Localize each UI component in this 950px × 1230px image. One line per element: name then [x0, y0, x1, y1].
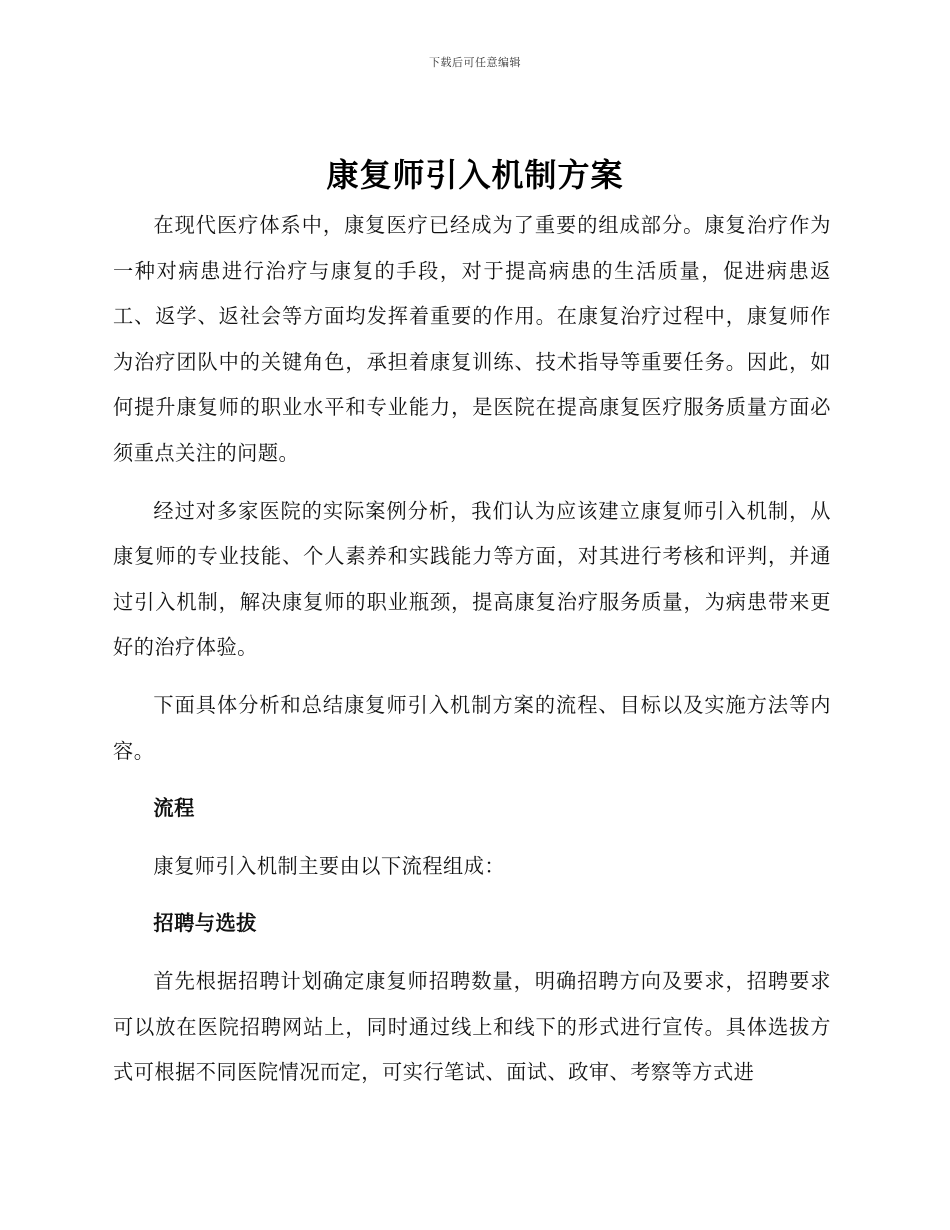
paragraph-spacer — [113, 832, 831, 844]
header-note: 下载后可任意编辑 — [429, 56, 521, 69]
paragraph-spacer — [113, 889, 831, 901]
paragraph-overview: 下面具体分析和总结康复师引入机制方案的流程、目标以及实施方法等内容。 — [113, 692, 831, 763]
section-heading-recruitment: 招聘与选拔 — [153, 911, 257, 936]
document-title: 康复师引入机制方案 — [326, 156, 624, 194]
paragraph-spacer — [113, 947, 831, 959]
paragraph-spacer — [113, 671, 831, 683]
section-heading-process: 流程 — [153, 796, 195, 821]
paragraph-spacer — [113, 774, 831, 786]
paragraph-recruitment: 首先根据招聘计划确定康复师招聘数量，明确招聘方向及要求，招聘要求可以放在医院招聘网站上，同时通过线上和线下的形式进行宣传。具体选拔方式可根据不同医院情况而定，可实行笔试、面试、政审、考察等方式进 — [113, 968, 831, 1085]
paragraph-analysis: 经过对多家医院的实际案例分析，我们认为应该建立康复师引入机制，从康复师的专业技能、个人素养和实践能力等方面，对其进行考核和评判，并通过引入机制，解决康复师的职业瓶颈，提高康复治疗服务质量，为病患带来更好的治疗体验。 — [113, 498, 831, 660]
paragraph-intro: 在现代医疗体系中，康复医疗已经成为了重要的组成部分。康复治疗作为一种对病患进行治疗与康复的手段，对于提高病患的生活质量，促进病患返工、返学、返社会等方面均发挥着重要的作用。在康复治疗过程中，康复师作为治疗团队中的关键角色，承担着康复训练、技术指导等重要任务。因此，如何提升康复师的职业水平和专业能力，是医院在提高康复医疗服务质量方面必须重点关注的问题。 — [113, 213, 831, 465]
document-body — [113, 203, 831, 1096]
paragraph-spacer — [113, 477, 831, 489]
paragraph-process-intro: 康复师引入机制主要由以下流程组成： — [153, 853, 506, 878]
